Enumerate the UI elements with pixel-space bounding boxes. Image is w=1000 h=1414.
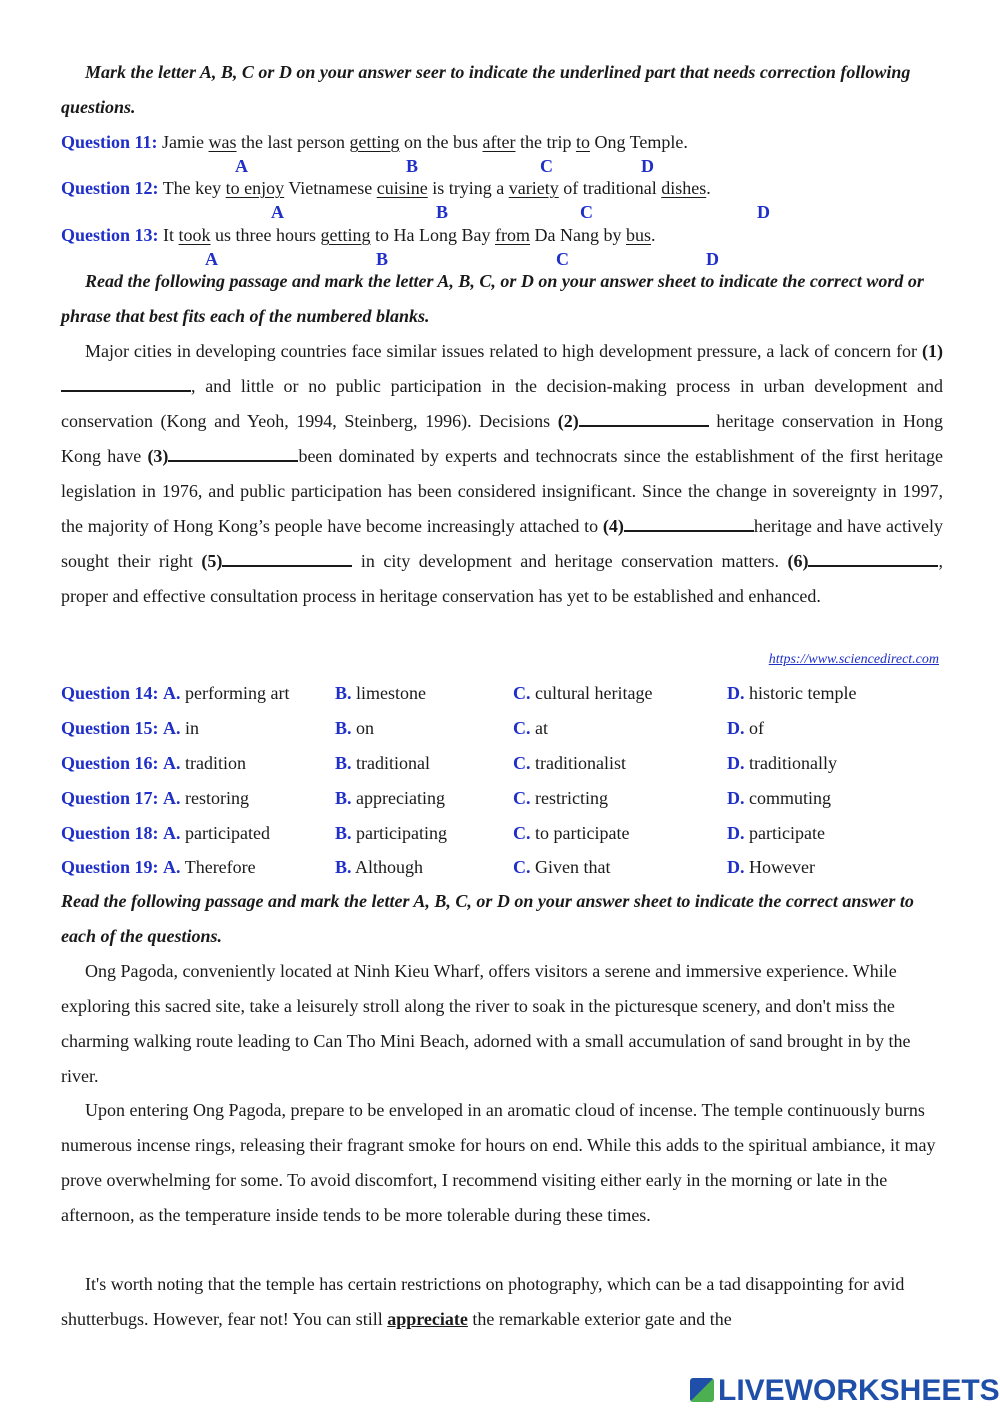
highlighted-word: appreciate bbox=[387, 1309, 468, 1329]
option-b[interactable]: Although bbox=[355, 857, 424, 877]
question-16-options bbox=[61, 751, 941, 775]
option-letter: B. bbox=[335, 753, 352, 773]
option-c[interactable]: cultural heritage bbox=[535, 683, 653, 703]
text: on the bus bbox=[399, 132, 483, 152]
letter-c: C bbox=[540, 156, 553, 176]
logo-text: LIVEWORKSHEETS bbox=[718, 1374, 1000, 1407]
option-letter: D. bbox=[727, 683, 745, 703]
underlined-option-a[interactable]: was bbox=[208, 132, 237, 152]
option-letter: C. bbox=[513, 857, 531, 877]
option-c[interactable]: to participate bbox=[535, 823, 630, 843]
text: , proper and effective consultation process in heritage conservation has yet to be established and enhanced. bbox=[61, 551, 943, 606]
text: to Ha Long Bay bbox=[370, 225, 495, 245]
question-label: Question 18: bbox=[61, 823, 159, 843]
option-letter: C. bbox=[513, 823, 531, 843]
option-d[interactable]: commuting bbox=[749, 788, 831, 808]
option-c[interactable]: at bbox=[535, 718, 548, 738]
blank-3[interactable] bbox=[168, 444, 298, 462]
text: It bbox=[158, 225, 179, 245]
text: heritage conservation in Hong Kong have bbox=[61, 411, 943, 466]
instruction-error-identification: Mark the letter A, B, C or D on your answer seer to indicate the underlined part that needs correction following questions. bbox=[61, 62, 911, 117]
question-19-options bbox=[61, 855, 941, 879]
option-letter: B. bbox=[335, 788, 352, 808]
option-letter: D. bbox=[727, 788, 745, 808]
letter-a: A bbox=[205, 249, 218, 269]
option-d[interactable]: However bbox=[749, 857, 815, 877]
letter-b: B bbox=[406, 156, 419, 176]
option-d[interactable]: historic temple bbox=[749, 683, 857, 703]
text: Da Nang by bbox=[530, 225, 626, 245]
option-letter: A. bbox=[163, 683, 181, 703]
blank-number-3: (3) bbox=[147, 446, 169, 466]
option-a[interactable]: tradition bbox=[185, 753, 247, 773]
question-11 bbox=[61, 131, 688, 153]
underlined-option-c[interactable]: from bbox=[495, 225, 530, 245]
text: the trip bbox=[515, 132, 576, 152]
option-letter: C. bbox=[513, 753, 531, 773]
option-a[interactable]: in bbox=[185, 718, 200, 738]
text: the last person bbox=[236, 132, 350, 152]
option-letter: D. bbox=[727, 718, 745, 738]
question-label: Question 17: bbox=[61, 788, 159, 808]
reading-paragraph-1: Ong Pagoda, conveniently located at Ninh Kieu Wharf, offers visitors a serene and immersive experience. While exploring this sacred site, take a leisurely stroll along the river to soak in the picturesque scenery, and don't miss the charming walking route leading to Can Tho Mini Beach, adorned with a small accumulation of sand brought in by the river. bbox=[61, 961, 911, 1086]
option-letter: A. bbox=[163, 788, 181, 808]
blank-1[interactable] bbox=[61, 374, 191, 392]
underlined-option-a[interactable]: took bbox=[178, 225, 211, 245]
option-b[interactable]: appreciating bbox=[356, 788, 445, 808]
underlined-option-b[interactable]: getting bbox=[320, 225, 371, 245]
letter-b: B bbox=[376, 249, 389, 269]
question-label: Question 15: bbox=[61, 718, 159, 738]
reading-paragraph-2: Upon entering Ong Pagoda, prepare to be enveloped in an aromatic cloud of incense. The temple continuously burns numerous incense rings, releasing their fragrant smoke for hours on end. While this adds to the spiritual ambiance, it may prove overwhelming for some. To avoid discomfort, I recommend visiting either early in the morning or late in the afternoon, as the temperature inside tends to be more tolerable during these times. bbox=[61, 1100, 936, 1225]
text: The key bbox=[158, 178, 226, 198]
blank-6[interactable] bbox=[808, 549, 938, 567]
text: heritage and have actively sought their right bbox=[61, 516, 943, 571]
option-letter: C. bbox=[513, 683, 531, 703]
text: . bbox=[651, 225, 656, 245]
text: It's worth noting that the temple has certain restrictions on photography, which can be a tad disappointing for avid shutterbugs. However, fear not! You can still bbox=[61, 1274, 905, 1329]
letter-c: C bbox=[556, 249, 569, 269]
question-label: Question 13: bbox=[61, 225, 159, 245]
text: the remarkable exterior gate and the bbox=[467, 1309, 732, 1329]
blank-4[interactable] bbox=[624, 514, 754, 532]
option-b[interactable]: participating bbox=[356, 823, 447, 843]
question-label: Question 19: bbox=[61, 857, 159, 877]
text: Vietnamese bbox=[284, 178, 377, 198]
underlined-option-a[interactable]: to enjoy bbox=[225, 178, 285, 198]
option-letter: A. bbox=[163, 857, 181, 877]
reading-paragraph-3 bbox=[61, 1267, 943, 1337]
underlined-option-d[interactable]: to bbox=[575, 132, 590, 152]
option-letter: A. bbox=[163, 823, 181, 843]
option-c[interactable]: traditionalist bbox=[535, 753, 626, 773]
underlined-option-d[interactable]: dishes bbox=[661, 178, 707, 198]
blank-number-6: (6) bbox=[787, 551, 809, 571]
option-letter: B. bbox=[335, 857, 352, 877]
option-a[interactable]: performing art bbox=[185, 683, 290, 703]
option-letter: C. bbox=[513, 788, 531, 808]
instruction-cloze: Read the following passage and mark the letter A, B, C, or D on your answer sheet to indicate the correct word or phrase that best fits each of the numbered blanks. bbox=[61, 271, 924, 326]
letter-a: A bbox=[235, 156, 248, 176]
question-15-options bbox=[61, 716, 941, 740]
letter-d: D bbox=[706, 249, 719, 269]
option-letter: D. bbox=[727, 823, 745, 843]
underlined-option-c[interactable]: after bbox=[482, 132, 516, 152]
source-link[interactable]: https://www.sciencedirect.com bbox=[768, 652, 939, 667]
option-a[interactable]: restoring bbox=[185, 788, 249, 808]
option-a[interactable]: participated bbox=[185, 823, 270, 843]
option-d[interactable]: traditionally bbox=[749, 753, 837, 773]
question-12 bbox=[61, 177, 711, 199]
underlined-option-d[interactable]: bus bbox=[625, 225, 651, 245]
blank-number-5: (5) bbox=[201, 551, 223, 571]
question-14-options bbox=[61, 681, 941, 705]
text: , and little or no public participation in the decision-making process in urban development and conservation (Kong and Yeoh, 1994, Steinberg, 1996). Decisions bbox=[61, 376, 943, 431]
blank-number-1: (1) bbox=[922, 341, 943, 361]
option-c[interactable]: restricting bbox=[535, 788, 608, 808]
text: . bbox=[706, 178, 711, 198]
liveworksheets-logo bbox=[690, 1376, 1000, 1406]
question-label: Question 11: bbox=[61, 132, 158, 152]
option-letter: B. bbox=[335, 683, 352, 703]
instruction-reading: Read the following passage and mark the letter A, B, C, or D on your answer sheet to indicate the correct answer to each of the questions. bbox=[61, 891, 914, 946]
underlined-option-b[interactable]: cuisine bbox=[376, 178, 428, 198]
letter-d: D bbox=[757, 202, 770, 222]
option-d[interactable]: participate bbox=[749, 823, 825, 843]
option-letter: D. bbox=[727, 857, 745, 877]
underlined-option-c[interactable]: variety bbox=[508, 178, 559, 198]
option-b[interactable]: traditional bbox=[356, 753, 430, 773]
cloze-passage bbox=[61, 334, 943, 614]
liveworksheets-icon bbox=[690, 1378, 714, 1402]
option-b[interactable]: limestone bbox=[356, 683, 427, 703]
option-letter: A. bbox=[163, 753, 181, 773]
question-18-options bbox=[61, 821, 941, 845]
text: Jamie bbox=[157, 132, 209, 152]
option-letter: B. bbox=[335, 823, 352, 843]
text: in city development and heritage conservation matters. bbox=[352, 551, 788, 571]
letter-c: C bbox=[580, 202, 593, 222]
option-letter: D. bbox=[727, 753, 745, 773]
option-d[interactable]: of bbox=[749, 718, 764, 738]
option-letter: A. bbox=[163, 718, 181, 738]
text: is trying a bbox=[427, 178, 509, 198]
letter-d: D bbox=[641, 156, 654, 176]
letter-b: B bbox=[436, 202, 449, 222]
option-letter: B. bbox=[335, 718, 352, 738]
question-13 bbox=[61, 224, 656, 246]
option-b[interactable]: on bbox=[356, 718, 375, 738]
text: of traditional bbox=[558, 178, 662, 198]
option-letter: C. bbox=[513, 718, 531, 738]
question-label: Question 16: bbox=[61, 753, 159, 773]
question-17-options bbox=[61, 786, 941, 810]
question-label: Question 14: bbox=[61, 683, 159, 703]
option-c[interactable]: Given that bbox=[535, 857, 611, 877]
text: been dominated by experts and technocrats since the establishment of the first heritage legislation in 1976, and public participation has been considered insignificant. Since the change in sovereignty in 1997, the majority of Hong Kong’s people have become increasingly attached to bbox=[61, 446, 943, 536]
option-a[interactable]: Therefore bbox=[184, 857, 256, 877]
blank-5[interactable] bbox=[222, 549, 352, 567]
text: Ong Temple. bbox=[589, 132, 688, 152]
underlined-option-b[interactable]: getting bbox=[349, 132, 400, 152]
letter-a: A bbox=[271, 202, 284, 222]
text: Major cities in developing countries face similar issues related to high development pressure, a lack of concern for bbox=[85, 341, 922, 361]
text: us three hours bbox=[210, 225, 321, 245]
blank-number-4: (4) bbox=[602, 516, 624, 536]
blank-2[interactable] bbox=[579, 409, 709, 427]
blank-number-2: (2) bbox=[557, 411, 579, 431]
question-label: Question 12: bbox=[61, 178, 159, 198]
